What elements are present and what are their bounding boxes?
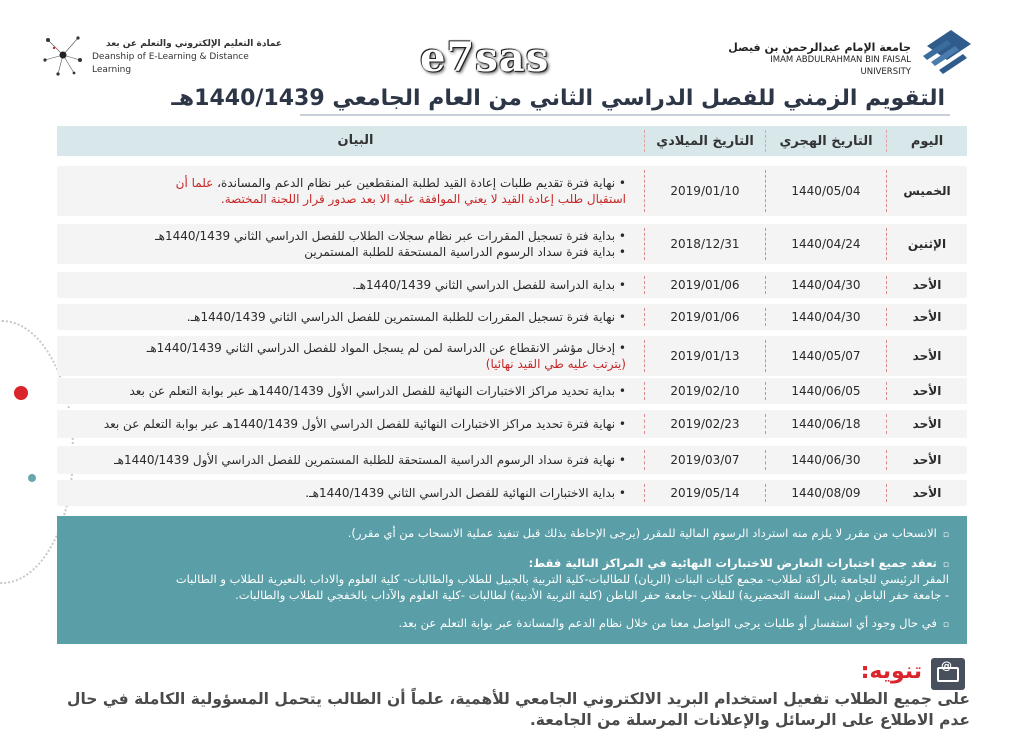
row-description-alert: (يترتب عليه طي القيد نهائيا) [485,357,626,371]
row-day: الإثنين [907,237,947,251]
header-description: البيان [337,133,374,148]
row-gregorian-date: 2019/01/13 [670,349,740,363]
note-withdrawal: ▫الانسحاب من مقرر لا يلزم منه استرداد الرسوم المالية للمقرر (يرجى الإحاطة بذلك قبل تنفيذ عملية الانسحاب من أي مقرر). [347,526,949,540]
row-description-text: • إدخال مؤشر الانقطاع عن الدراسة لمن لم يسجل المواد للفصل الدراسي الثاني 1440/1439هـ [146,341,626,355]
title-underline [300,114,950,116]
header-day: اليوم [910,133,944,149]
row-description: • بداية تحديد مراكز الاختبارات النهائية للفصل الدراسي الأول 1440/1439هـ عبر بوابة التعلم عن بعد [129,384,626,398]
row-description [57,175,644,207]
row-description [57,228,644,260]
header-gregorian: التاريخ الميلادي [656,133,754,149]
page-title: التقويم الزمني للفصل الدراسي الثاني من العام الجامعي 1440/1439هـ [171,86,945,111]
row-description: • نهاية فترة سداد الرسوم الدراسية المستحقة للطلبة المستمرين للفصل الدراسي الأول 1440/1439هـ [114,453,626,467]
deanship-name-en: Deanship of E-Learning & Distance Learning [92,52,249,75]
row-description-text: • نهاية فترة تقديم طلبات إعادة القيد لطلبة المنقطعين عبر نظام الدعم والمساندة، [217,176,626,190]
note-exam-centers-title: ▫تعقد جميع اختبارات التعارض للاختبارات النهائية في المراكز التالية فقط: [528,556,949,570]
row-day: الأحد [912,349,942,363]
watermark: e7sas [420,34,550,81]
header-hijri: التاريخ الهجري [779,133,873,149]
table-header [57,126,967,156]
row-description-text: • بداية فترة تسجيل المقررات عبر نظام سجلات الطلاب للفصل الدراسي الثاني 1440/1439هـ [155,229,626,243]
row-gregorian-date: 2019/03/07 [670,453,740,467]
note-exam-centers-line1: المقر الرئيسي للجامعة بالراكة لطلاب- مجمع كليات البنات (الريان) للطالبات-كلية التربية بالجبيل للطلاب والطالبات- كلية العلوم والاداب بالنعيرية للطلاب و الطالبات [175,572,949,586]
note-support-contact: ▫في حال وجود أي استفسار أو طلبات يرجى التواصل معنا من خلال نظام الدعم والمساندة عبر بوابة التعلم عن بعد. [398,616,949,630]
row-hijri-date: 1440/05/04 [791,184,861,198]
row-description-text: • بداية فترة سداد الرسوم الدراسية المستحقة للطلبة المستمرين [304,245,626,259]
row-description-alert-line: استقبال طلب إعادة القيد لا يعني الموافقة عليه الا بعد صدور قرار اللجنة المختصة. [220,192,626,206]
table-row [57,272,967,298]
row-gregorian-date: 2019/05/14 [670,486,740,500]
row-hijri-date: 1440/06/30 [791,453,861,467]
row-gregorian-date: 2019/02/10 [670,384,740,398]
row-day: الأحد [912,278,942,292]
notice-title: تنويه: [860,659,922,684]
email-icon: @ [931,658,965,690]
table-row [57,378,967,404]
notice-body: على جميع الطلاب تفعيل استخدام البريد الالكتروني الجامعي للأهمية، علماً أن الطالب يتحمل المسؤولية الكاملة في حال عدم الاطلاع على الرسائل والإعلانات المرسلة من الجامعة. [67,690,970,729]
row-day: الأحد [912,486,942,500]
row-description [57,340,644,372]
row-gregorian-date: 2019/01/10 [670,184,740,198]
row-gregorian-date: 2019/01/06 [670,310,740,324]
row-gregorian-date: 2019/02/23 [670,417,740,431]
calendar-table [57,126,967,500]
row-day: الأحد [912,417,942,431]
row-hijri-date: 1440/05/07 [791,349,861,363]
row-day: الأحد [912,310,942,324]
row-hijri-date: 1440/06/18 [791,417,861,431]
row-day: الخميس [903,184,951,198]
row-gregorian-date: 2018/12/31 [670,237,740,251]
network-dots-icon [40,30,86,80]
row-description: • نهاية فترة تسجيل المقررات للطلبة المستمرين للفصل الدراسي الثاني 1440/1439هـ. [186,310,626,324]
decorative-blue-dot [28,474,36,482]
university-emblem-icon [917,26,975,76]
row-description: • نهاية فترة تحديد مراكز الاختبارات النهائية للفصل الدراسي الأول 1440/1439هـ عبر بوابة التعلم عن بعد [103,417,626,431]
row-gregorian-date: 2019/01/06 [670,278,740,292]
note-exam-centers-line2: - جامعة حفر الباطن (مبنى السنة التحضيرية) للطلاب -جامعة حفر الباطن (كلية التربية الأدبية) لطالبات -كلية العلوم والآداب بالخفجي للطلاب والطالبات. [235,588,949,602]
decorative-red-dot [14,386,28,400]
row-hijri-date: 1440/04/24 [791,237,861,251]
table-row [57,410,967,438]
table-row [57,304,967,330]
row-hijri-date: 1440/06/05 [791,384,861,398]
row-hijri-date: 1440/04/30 [791,310,861,324]
notes-panel [57,516,967,644]
deanship-logo [40,30,280,80]
university-name-ar: جامعة الإمام عبدالرحمن بن فيصل [728,41,911,54]
table-row [57,480,967,506]
row-hijri-date: 1440/08/09 [791,486,861,500]
deanship-name-ar: عمادة التعليم الإلكتروني والتعلم عن بعد [106,39,282,49]
row-description: • بداية الدراسة للفصل الدراسي الثاني 1440/1439هـ. [352,278,626,292]
row-description-alert: علما أن [175,176,218,190]
table-row [57,166,967,216]
row-day: الأحد [912,384,942,398]
row-description: • بداية الاختبارات النهائية للفصل الدراسي الثاني 1440/1439هـ. [305,486,626,500]
university-logo [728,26,975,80]
table-row [57,336,967,376]
row-day: الأحد [912,453,942,467]
table-row [57,224,967,264]
university-name-en: IMAM ABDULRAHMAN BIN FAISAL UNIVERSITY [770,55,911,77]
table-row [57,446,967,474]
row-hijri-date: 1440/04/30 [791,278,861,292]
